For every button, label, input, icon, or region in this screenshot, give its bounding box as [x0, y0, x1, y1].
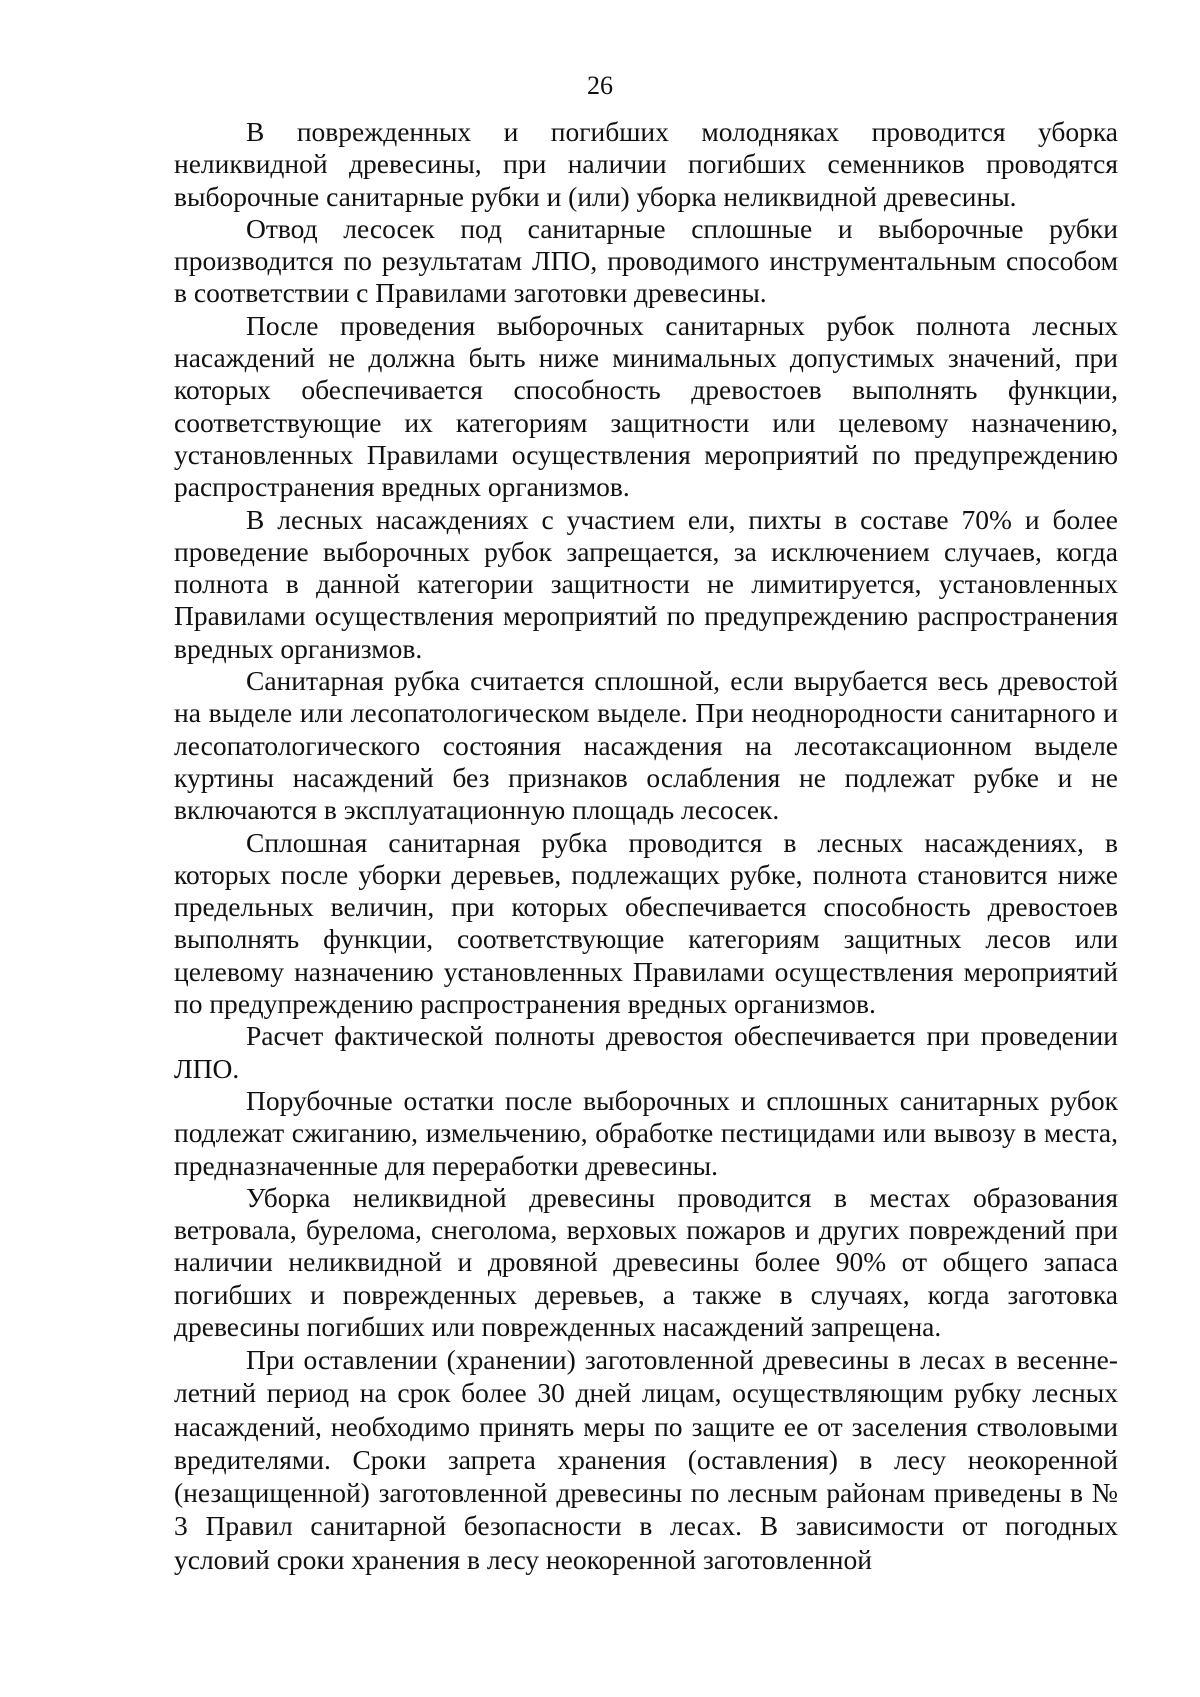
body-text	[174, 116, 1118, 1576]
paragraph: Сплошная санитарная рубка проводится в лесных насаждениях, в которых после уборки деревьев, подлежащих рубке, полнота становится ниже предельных величин, при которых обеспечивается способность древостоев выполнять функции, соответствующие категориям защитных лесов или целевому назначению установленных Правилами осуществления мероприятий по предупреждению распространения вредных организмов.	[174, 826, 1118, 1020]
paragraph: Санитарная рубка считается сплошной, если вырубается весь древостой на выделе или лесопатологическом выделе. При неоднородности санитарного и лесопатологического состояния насаждения на лесотаксационном выделе куртины насаждений без признаков ослабления не подлежат рубке и не включаются в эксплуатационную площадь лесосек.	[174, 665, 1118, 826]
paragraph: Уборка неликвидной древесины проводится в местах образования ветровала, бурелома, снеголома, верховых пожаров и других повреждений при наличии неликвидной и дровяной древесины более 90% от общего запаса погибших и поврежденных деревьев, а также в случаях, когда заготовка древесины погибших или поврежденных насаждений запрещена.	[174, 1181, 1118, 1342]
paragraph: В поврежденных и погибших молодняках проводится уборка неликвидной древесины, при наличии погибших семенников проводятся выборочные санитарные рубки и (или) уборка неликвидной древесины.	[174, 116, 1118, 212]
paragraph: После проведения выборочных санитарных рубок полнота лесных насаждений не должна быть ниже минимальных допустимых значений, при которых обеспечивается способность древостоев выполнять функции, соответствующие их категориям защитности или целевому назначению, установленных Правилами осуществления мероприятий по предупреждению распространения вредных организмов.	[174, 309, 1118, 503]
paragraph: При оставлении (хранении) заготовленной древесины в лесах в весенне-летний период на срок более 30 дней лицам, осуществляющим рубку лесных насаждений, необходимо принять меры по защите ее от заселения стволовыми вредителями. Сроки запрета хранения (оставления) в лесу неокоренной (незащищенной) заготовленной древесины по лесным районам приведены в № 3 Правил санитарной безопасности в лесах. В зависимости от погодных условий сроки хранения в лесу неокоренной заготовленной	[174, 1344, 1118, 1575]
paragraph: Расчет фактической полноты древостоя обеспечивается при проведении ЛПО.	[174, 1020, 1118, 1084]
page-number: 26	[587, 71, 613, 100]
paragraph: Порубочные остатки после выборочных и сплошных санитарных рубок подлежат сжиганию, измельчению, обработке пестицидами или вывозу в места, предназначенные для переработки древесины.	[174, 1084, 1118, 1181]
paragraph: В лесных насаждениях с участием ели, пихты в составе 70% и более проведение выборочных рубок запрещается, за исключением случаев, когда полнота в данной категории защитности не лимитируется, установленных Правилами осуществления мероприятий по предупреждению распространения вредных организмов.	[174, 503, 1118, 664]
paragraph: Отвод лесосек под санитарные сплошные и выборочные рубки производится по результатам ЛПО, проводимого инструментальным способом в соответствии с Правилами заготовки древесины.	[174, 212, 1118, 309]
